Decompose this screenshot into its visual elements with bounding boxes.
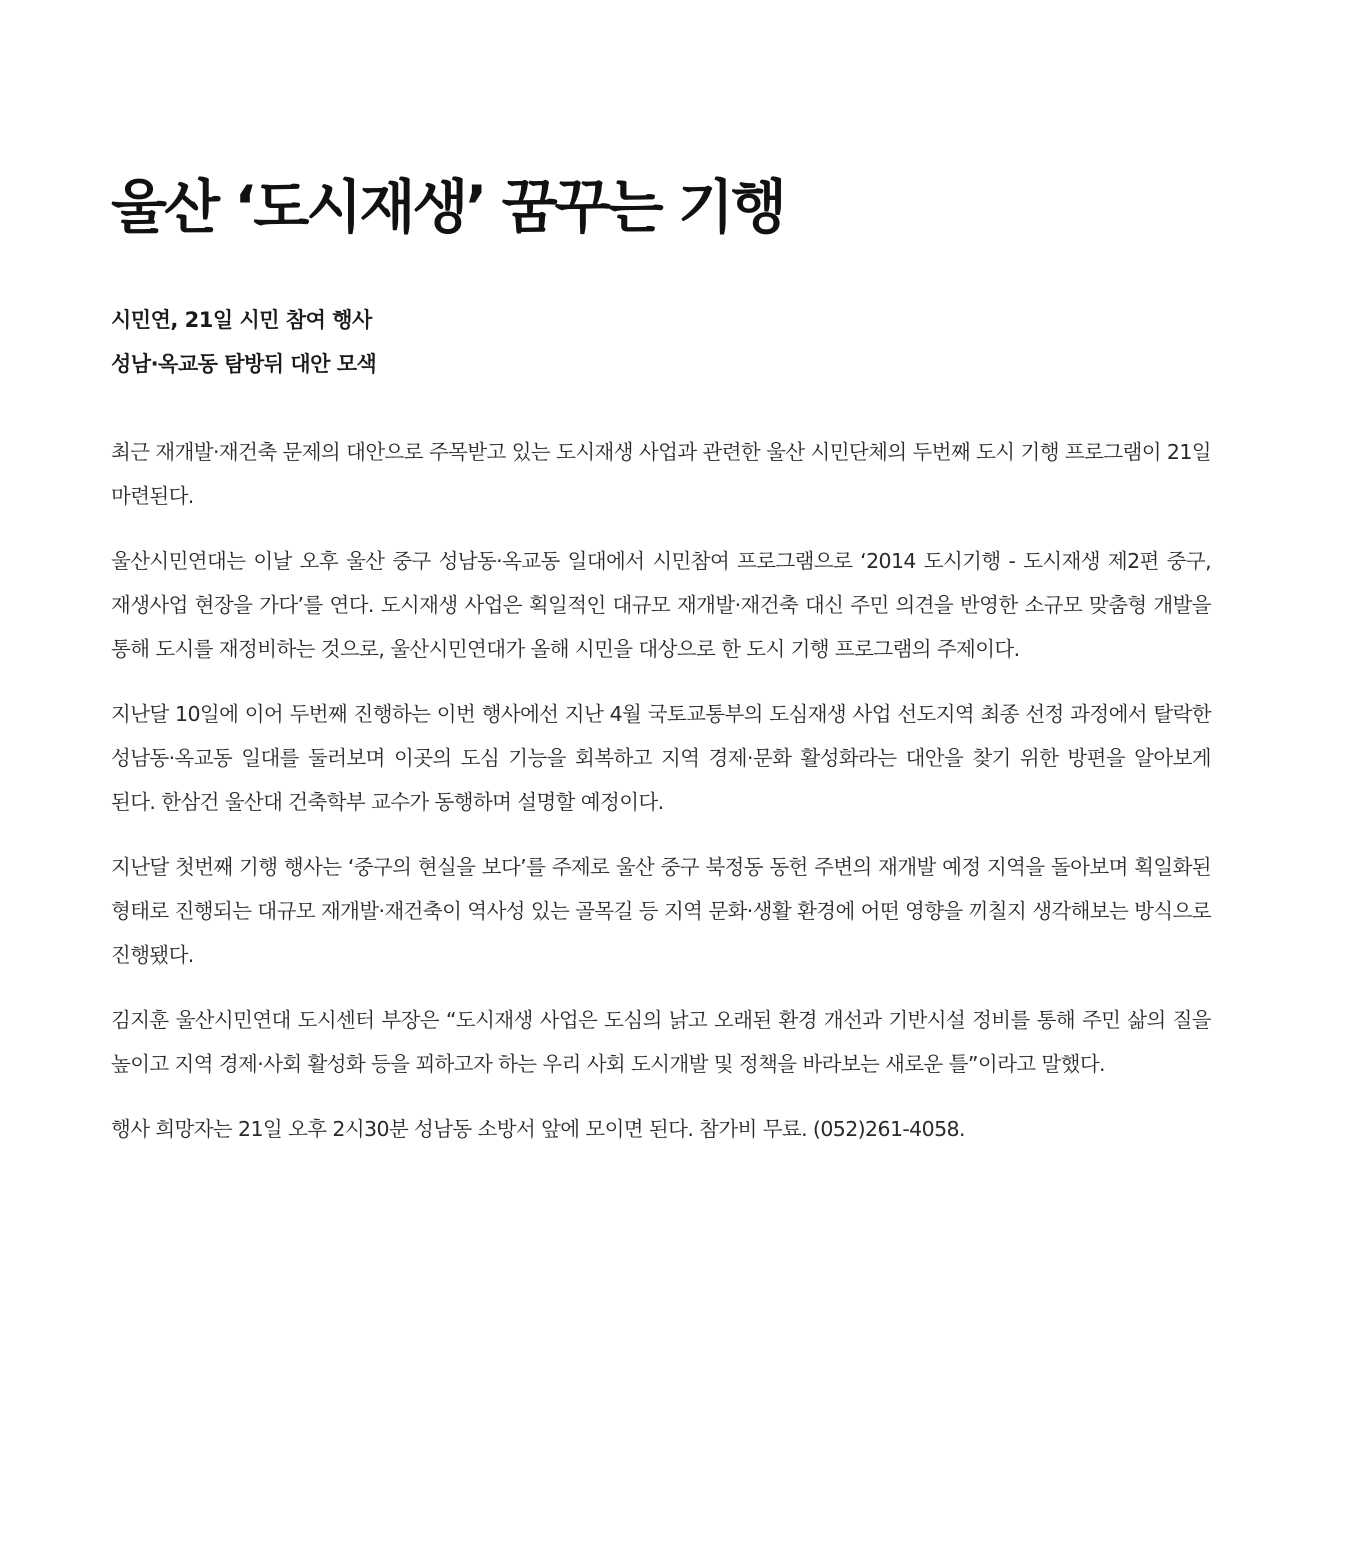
article-body <box>111 430 1211 1151</box>
paragraph: 울산시민연대는 이날 오후 울산 중구 성남동·옥교동 일대에서 시민참여 프로그램으로 ‘2014 도시기행 - 도시재생 제2편 중구, 재생사업 현장을 가다’를 연다. 도시재생 사업은 획일적인 대규모 재개발·재건축 대신 주민 의견을 반영한 소규모 맞춤형 개발을 통해 도시를 재정비하는 것으로, 울산시민연대가 올해 시민을 대상으로 한 도시 기행 프로그램의 주제이다. <box>111 549 1211 661</box>
subhead: 시민연, 21일 시민 참여 행사 <box>111 308 372 332</box>
paragraph: 김지훈 울산시민연대 도시센터 부장은 “도시재생 사업은 도심의 낡고 오래된 환경 개선과 기반시설 정비를 통해 주민 삶의 질을 높이고 지역 경제·사회 활성화 등을 꾀하고자 하는 우리 사회 도시개발 및 정책을 바라보는 새로운 틀”이라고 말했다. <box>111 1008 1211 1076</box>
paragraph: 지난달 10일에 이어 두번째 진행하는 이번 행사에선 지난 4월 국토교통부의 도심재생 사업 선도지역 최종 선정 과정에서 탈락한 성남동·옥교동 일대를 둘러보며 이곳의 도심 기능을 회복하고 지역 경제·문화 활성화라는 대안을 찾기 위한 방편을 알아보게 된다. 한삼건 울산대 건축학부 교수가 동행하며 설명할 예정이다. <box>111 702 1211 814</box>
paragraph: 행사 희망자는 21일 오후 2시30분 성남동 소방서 앞에 모이면 된다. 참가비 무료. (052)261-4058. <box>111 1117 965 1141</box>
paragraph: 최근 재개발·재건축 문제의 대안으로 주목받고 있는 도시재생 사업과 관련한 울산 시민단체의 두번째 도시 기행 프로그램이 21일 마련된다. <box>111 440 1211 508</box>
subhead: 성남·옥교동 탐방뒤 대안 모색 <box>111 352 377 376</box>
subheads <box>111 298 1211 386</box>
headline: 울산 ‘도시재생’ 꿈꾸는 기행 <box>111 173 784 241</box>
paragraph: 지난달 첫번째 기행 행사는 ‘중구의 현실을 보다’를 주제로 울산 중구 북정동 동헌 주변의 재개발 예정 지역을 돌아보며 획일화된 형태로 진행되는 대규모 재개발·재건축이 역사성 있는 골목길 등 지역 문화·생활 환경에 어떤 영향을 끼칠지 생각해보는 방식으로 진행됐다. <box>111 855 1211 967</box>
article <box>111 168 1211 1172</box>
